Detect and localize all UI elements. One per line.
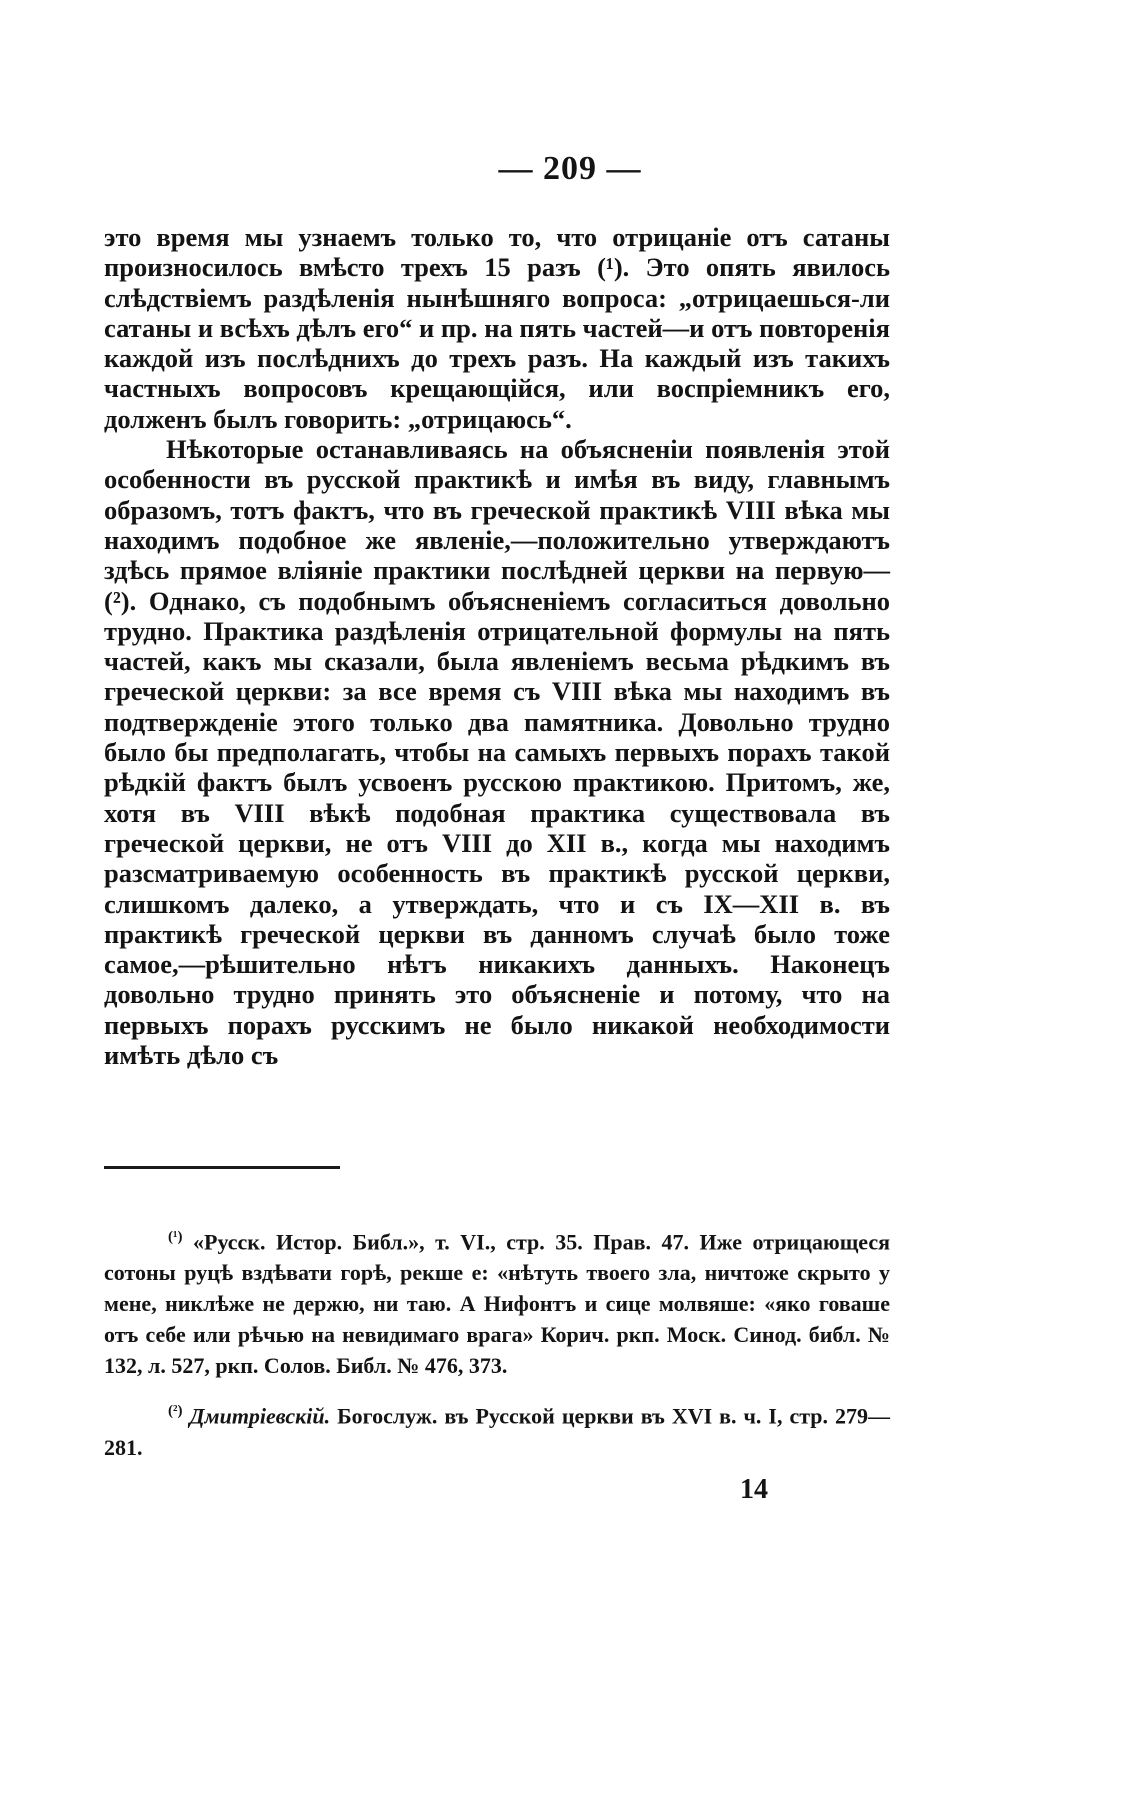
footnote-author: Дмитріевскій.: [189, 1403, 331, 1429]
paragraph: Нѣкоторые останавливаясь на объясненіи появленія этой особенности въ русской практикѣ и имѣя въ виду, главнымъ образомъ, тотъ фактъ, что въ греческой практикѣ VIII вѣка мы находимъ подобное же явленіе,—положительно утверждаютъ здѣсь прямое вліяніе практики послѣдней церкви на первую—(²). Однако, съ подобнымъ объясненіемъ согласиться довольно трудно. Практика раздѣленія отрицательной формулы на пять частей, какъ мы сказали, была явленіемъ весьма рѣдкимъ въ греческой церкви: за все время съ VIII вѣка мы находимъ въ подтвержденіе этого только два памятника. Довольно трудно было бы предполагать, чтобы на самыхъ первыхъ порахъ такой рѣдкій фактъ былъ усвоенъ русскою практикою. Притомъ, же, хотя въ VIII вѣкѣ подобная практика существовала въ греческой церкви, не отъ VIII до XII в., когда мы находимъ разсматриваемую особенность въ практикѣ русской церкви, слишкомъ далеко, а утверждать, что и съ IX—XII в. въ практикѣ греческой церкви въ данномъ случаѣ было тоже самое,—рѣшительно нѣтъ никакихъ данныхъ. Наконецъ довольно трудно принять это объясненіе и потому, что на первыхъ порахъ русскимъ не было никакой необходимости имѣть дѣло съ: [104, 434, 890, 1071]
footnote-mark: (²): [168, 1403, 183, 1420]
footnote-text: «Русск. Истор. Библ.», т. VI., стр. 35. Прав. 47. Иже отрицающеся сотоны руцѣ вздѣвати горѣ, рекше е: «нѣтуть твоего зла, ничтоже скрыто у мене, никлѣже не держю, ни таю. А Нифонтъ и сице молвяше: «яко говаше отъ себе или рѣчью на невидимаго врага» Корич. ркп. Моск. Синод. библ. № 132, л. 527, ркп. Солов. Библ. № 476, 373.: [104, 1229, 890, 1379]
footnote-divider: [104, 1166, 340, 1169]
footnote-text: Богослуж. въ Русской церкви въ XVI в. ч. I, стр. 279—281.: [104, 1403, 890, 1460]
paragraph: это время мы узнаемъ только то, что отрицаніе отъ сатаны произносилось вмѣсто трехъ 15 разъ (¹). Это опять явилось слѣдствіемъ раздѣленія нынѣшняго вопроса: „отрицаешься-ли сатаны и всѣхъ дѣлъ его“ и пр. на пять частей—и отъ повторенія каждой изъ послѣднихъ до трехъ разъ. На каждый изъ такихъ частныхъ вопросовъ крещающійся, или воспріемникъ его, долженъ былъ говорить: „отрицаюсь“.: [104, 222, 890, 434]
page-number: — 209 —: [498, 150, 642, 187]
main-text: [104, 222, 890, 1070]
footnote: [104, 1222, 890, 1381]
footnotes: [104, 1222, 890, 1478]
footnote: [104, 1396, 890, 1462]
signature-mark: 14: [740, 1474, 768, 1505]
footnote-mark: (¹): [168, 1229, 183, 1245]
